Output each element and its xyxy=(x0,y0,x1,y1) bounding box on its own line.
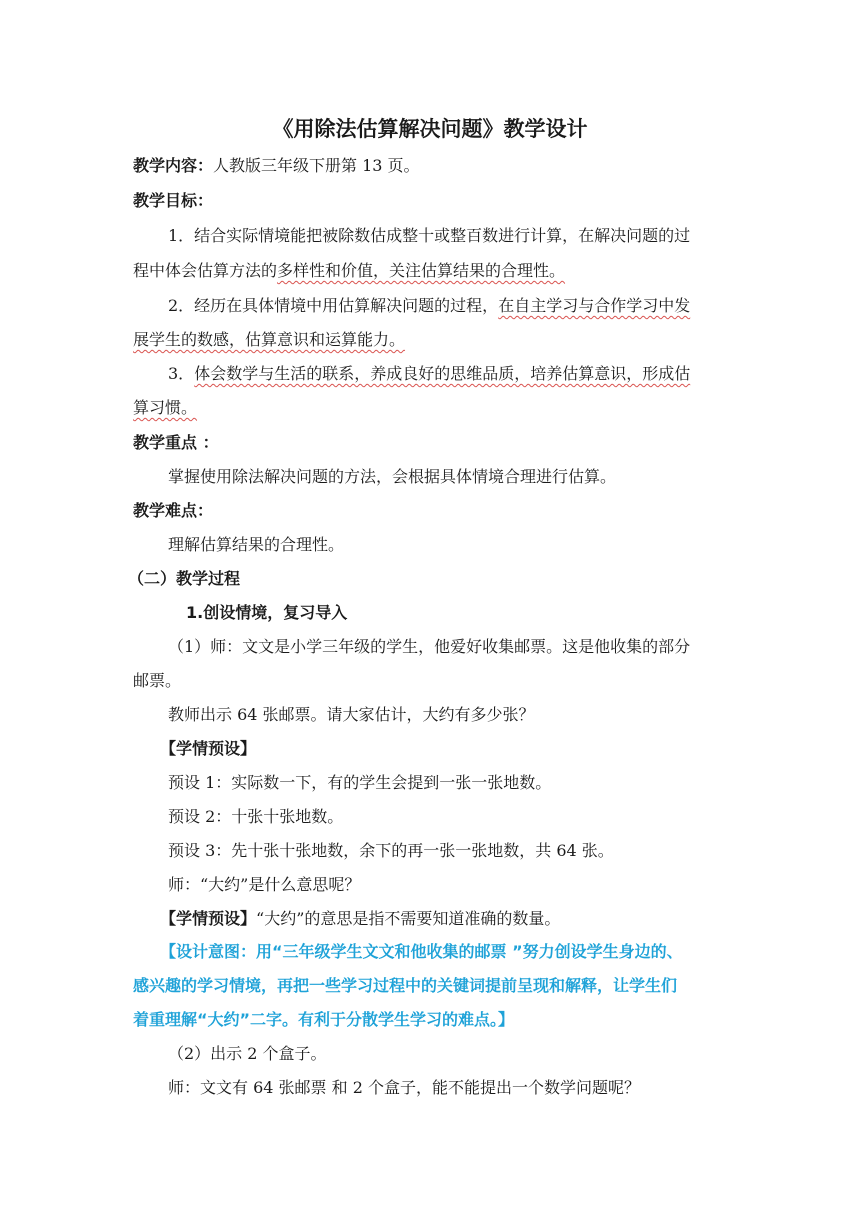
design-intent-line-2: 感兴趣的学习情境，再把一些学习过程中的关键词提前呈现和解释，让学生们 xyxy=(133,976,678,995)
process-para-2: 教师出示 64 张邮票。请大家估计，大约有多少张？ xyxy=(168,705,535,724)
goal-2-marked-text-b: 展学生的数感，估算意识和运算能力。 xyxy=(133,330,406,349)
teaching-difficulty-text: 理解估算结果的合理性。 xyxy=(168,535,345,554)
preset-3: 预设 3：先十张十张地数，余下的再一张一张地数，共 64 张。 xyxy=(168,841,614,860)
goal-3-line-1 xyxy=(168,363,690,385)
process-para-1a: （1）师：文文是小学三年级的学生，他爱好收集邮票。这是他收集的部分 xyxy=(168,637,691,656)
goal-2-text: 2．经历在具体情境中用估算解决问题的过程， xyxy=(168,296,499,315)
process-heading: （二）教学过程 xyxy=(128,569,241,588)
goal-2-line-1 xyxy=(168,295,690,317)
goal-3-marked-text-b: 算习惯。 xyxy=(133,398,198,417)
goal-3-number: 3． xyxy=(168,364,195,383)
teaching-goals-label: 教学目标： xyxy=(133,191,214,210)
teacher-question: 师：“大约”是什么意思呢？ xyxy=(168,875,361,894)
preset-answer-label: 【学情预设】 xyxy=(160,909,257,928)
process-step-1: 1.创设情境，复习导入 xyxy=(186,603,348,622)
preset-1: 预设 1：实际数一下，有的学生会提到一张一张地数。 xyxy=(168,773,552,792)
process-para-3: （2）出示 2 个盒子。 xyxy=(168,1044,327,1063)
teaching-content-line xyxy=(133,155,420,177)
preset-answer-line xyxy=(160,908,560,930)
teaching-difficulty-label: 教学难点： xyxy=(133,501,214,520)
teaching-focus-text: 掌握使用除法解决问题的方法，会根据具体情境合理进行估算。 xyxy=(168,467,617,486)
goal-1-line-2 xyxy=(133,260,565,282)
teaching-content-label: 教学内容： xyxy=(133,156,214,175)
teaching-content-text: 人教版三年级下册第 13 页。 xyxy=(213,156,420,175)
preset-heading: 【学情预设】 xyxy=(160,739,257,758)
preset-2: 预设 2：十张十张地数。 xyxy=(168,807,344,826)
goal-2-line-2 xyxy=(133,329,405,351)
preset-answer-text: “大约”的意思是指不需要知道准确的数量。 xyxy=(256,909,561,928)
goal-3-marked-text-a: 体会数学与生活的联系，养成良好的思维品质，培养估算意识，形成估 xyxy=(194,364,691,383)
process-para-1b: 邮票。 xyxy=(133,671,182,690)
document-title: 《用除法估算解决问题》教学设计 xyxy=(272,117,588,141)
design-intent-line-3: 着重理解“大约”二字。有利于分散学生学习的难点。】 xyxy=(133,1010,515,1029)
process-para-4: 师：文文有 64 张邮票 和 2 个盒子，能不能提出一个数学问题呢？ xyxy=(168,1078,640,1097)
goal-1-line-1: 1．结合实际情境能把被除数估成整十或整百数进行计算，在解决问题的过 xyxy=(168,226,691,245)
teaching-focus-label: 教学重点 ： xyxy=(133,433,219,452)
goal-1-text: 程中体会估算方法的 xyxy=(133,261,278,280)
design-intent-line-1: 【设计意图：用“三年级学生文文和他收集的邮票 ”努力创设学生身边的、 xyxy=(160,942,683,961)
goal-2-marked-text-a: 在自主学习与合作学习中发 xyxy=(498,296,691,315)
goal-3-line-2 xyxy=(133,397,197,419)
goal-1-marked-text: 多样性和价值，关注估算结果的合理性。 xyxy=(277,261,566,280)
